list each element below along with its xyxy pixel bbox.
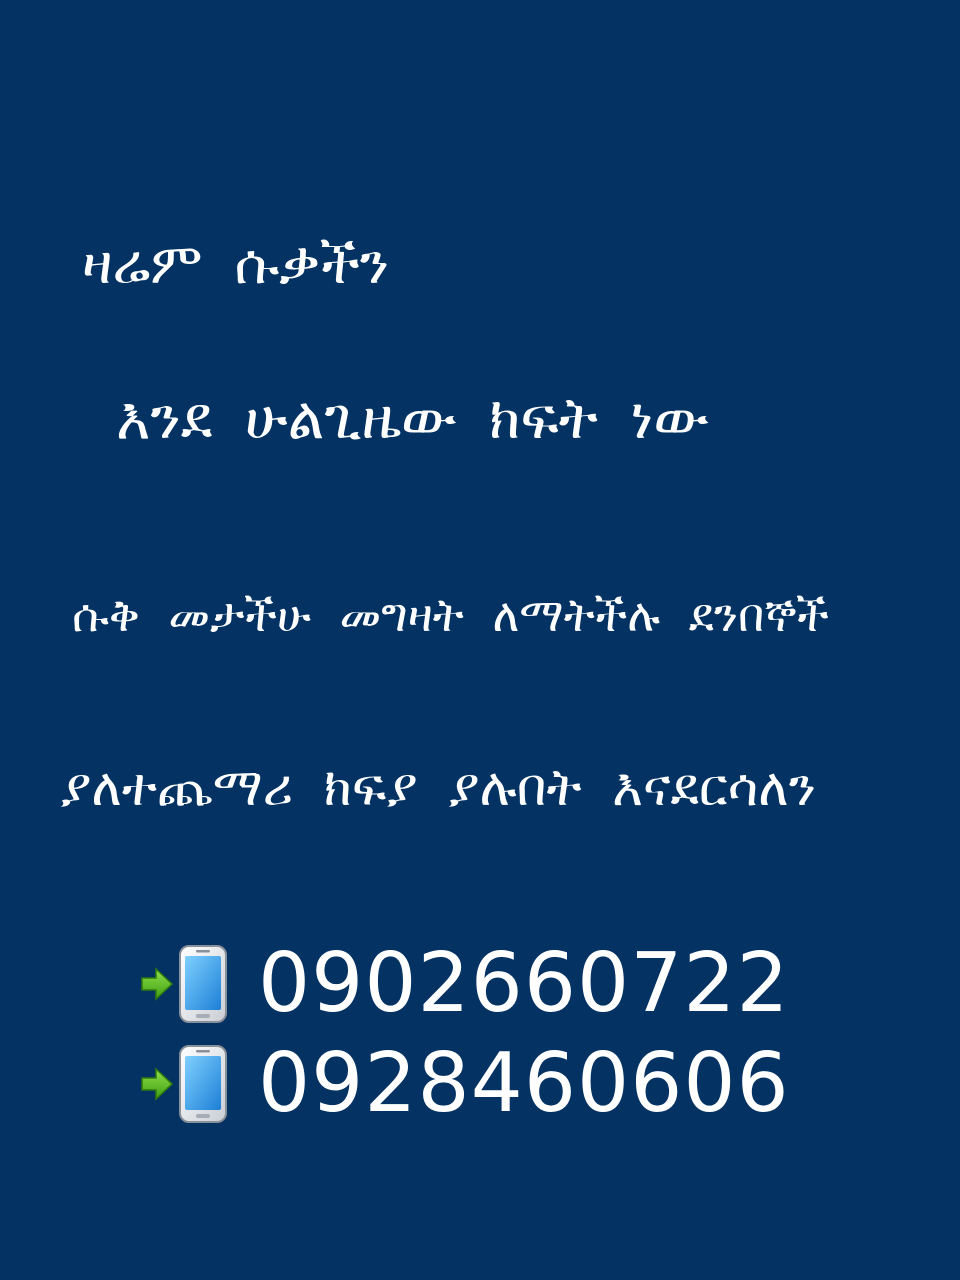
green-arrow-icon <box>140 964 174 1004</box>
phone-number-1[interactable]: 0902660722 <box>258 936 790 1031</box>
message-free-delivery: ያለተጨማሪ ክፍያ ያሉበት እናደርሳለን <box>60 758 816 818</box>
green-arrow-icon <box>140 1064 174 1104</box>
message-customers-unable-to-visit: ሱቅ መታችሁ መግዛት ለማትችሉ ደንበኞች <box>72 588 829 642</box>
headline-open-as-always: እንደ ሁልጊዜው ክፍት ነው <box>116 384 710 452</box>
phone-number-2[interactable]: 0928460606 <box>258 1036 790 1131</box>
contact-row-1 <box>140 936 790 1032</box>
mobile-phone-icon <box>178 1044 228 1124</box>
headline-open-today: ዛሬም ሱቃችን <box>82 232 390 297</box>
contact-row-2 <box>140 1036 790 1132</box>
mobile-phone-icon <box>178 944 228 1024</box>
